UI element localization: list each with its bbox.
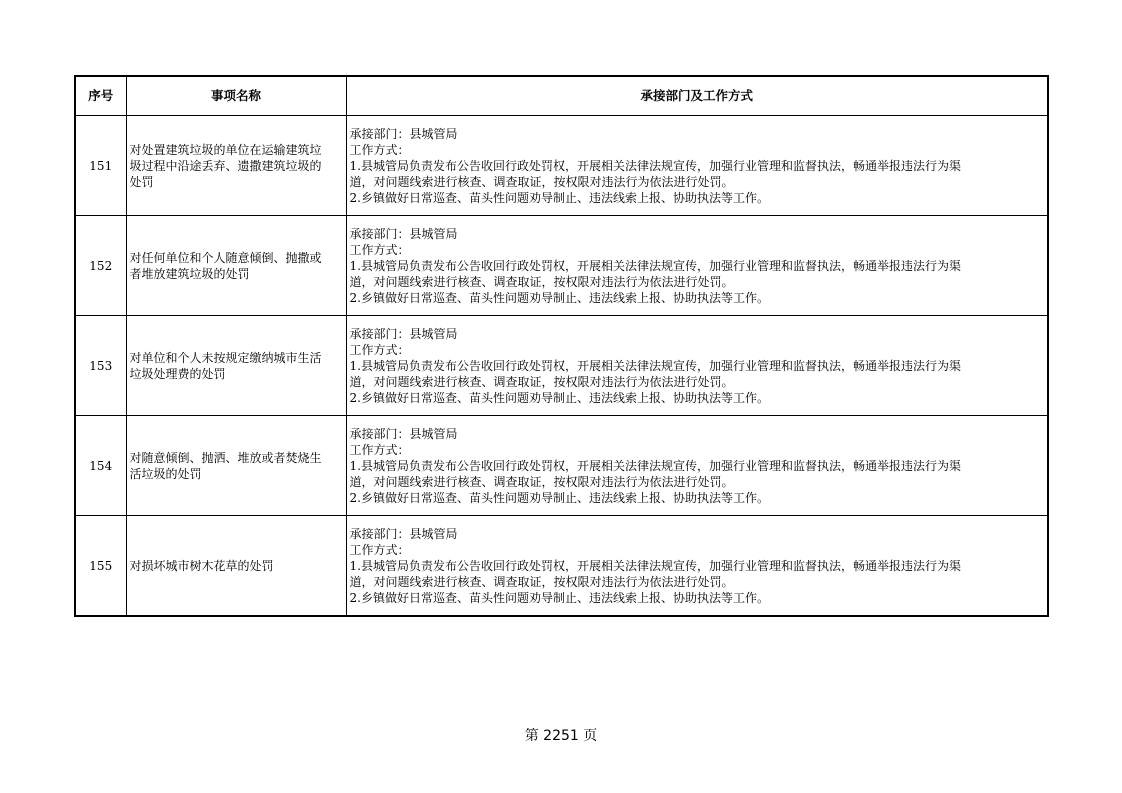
method-item-2: 2.乡镇做好日常巡查、苗头性问题劝导制止、违法线索上报、协助执法等工作。 <box>349 290 769 305</box>
method-label: 工作方式： <box>349 342 410 357</box>
row-serial-number: 155 <box>75 516 126 617</box>
table-row <box>75 416 1048 516</box>
department-line: 承接部门：县城管局 <box>349 226 458 241</box>
row-serial-number: 154 <box>75 416 126 516</box>
item-name-line: 对处置建筑垃圾的单位在运输建筑垃 <box>129 142 322 157</box>
department-line: 承接部门：县城管局 <box>349 426 458 441</box>
row-item-name <box>126 116 346 216</box>
item-name-line: 处罚 <box>129 174 154 189</box>
method-item-2: 2.乡镇做好日常巡查、苗头性问题劝导制止、违法线索上报、协助执法等工作。 <box>349 590 769 605</box>
row-serial-number: 152 <box>75 216 126 316</box>
method-item-1-continued: 道，对问题线索进行核查、调查取证，按权限对违法行为依法进行处罚。 <box>349 374 734 389</box>
item-name-line: 对单位和个人未按规定缴纳城市生活 <box>129 350 322 365</box>
item-name-line: 对随意倾倒、抛洒、堆放或者焚烧生 <box>129 450 322 465</box>
item-name-line: 者堆放建筑垃圾的处罚 <box>129 266 250 281</box>
method-item-1-continued: 道，对问题线索进行核查、调查取证，按权限对违法行为依法进行处罚。 <box>349 274 734 289</box>
method-label: 工作方式： <box>349 442 410 457</box>
item-name-line: 圾过程中沿途丢弃、遗撒建筑垃圾的 <box>129 158 322 173</box>
item-name-line: 活垃圾的处罚 <box>129 466 202 481</box>
department-line: 承接部门：县城管局 <box>349 526 458 541</box>
items-table <box>74 75 1049 617</box>
row-item-name <box>126 516 346 617</box>
method-label: 工作方式： <box>349 542 410 557</box>
row-serial-number: 151 <box>75 116 126 216</box>
item-name-line: 垃圾处理费的处罚 <box>129 366 226 381</box>
method-item-1: 1.县城管局负责发布公告收回行政处罚权，开展相关法律法规宣传，加强行业管理和监督执法，畅通举报违法行为渠 <box>349 258 961 273</box>
table-header-row <box>75 76 1048 116</box>
row-department-method <box>346 316 1048 416</box>
method-item-1-continued: 道，对问题线索进行核查、调查取证，按权限对违法行为依法进行处罚。 <box>349 174 734 189</box>
method-label: 工作方式： <box>349 242 410 257</box>
method-item-2: 2.乡镇做好日常巡查、苗头性问题劝导制止、违法线索上报、协助执法等工作。 <box>349 190 769 205</box>
row-department-method <box>346 216 1048 316</box>
header-serial-number: 序号 <box>75 76 126 116</box>
row-department-method <box>346 416 1048 516</box>
item-name-line: 对任何单位和个人随意倾倒、抛撒或 <box>129 250 322 265</box>
table-row <box>75 516 1048 617</box>
table-row <box>75 116 1048 216</box>
method-item-1: 1.县城管局负责发布公告收回行政处罚权，开展相关法律法规宣传，加强行业管理和监督执法，畅通举报违法行为渠 <box>349 358 961 373</box>
item-name-line: 对损坏城市树木花草的处罚 <box>129 558 274 573</box>
page-number: 第 2251 页 <box>524 728 598 744</box>
table-row <box>75 216 1048 316</box>
method-item-1-continued: 道，对问题线索进行核查、调查取证，按权限对违法行为依法进行处罚。 <box>349 474 734 489</box>
department-line: 承接部门：县城管局 <box>349 126 458 141</box>
method-item-2: 2.乡镇做好日常巡查、苗头性问题劝导制止、违法线索上报、协助执法等工作。 <box>349 490 769 505</box>
method-item-1-continued: 道，对问题线索进行核查、调查取证，按权限对违法行为依法进行处罚。 <box>349 574 734 589</box>
row-department-method <box>346 116 1048 216</box>
header-item-name: 事项名称 <box>126 76 346 116</box>
method-item-1: 1.县城管局负责发布公告收回行政处罚权，开展相关法律法规宣传，加强行业管理和监督执法，畅通举报违法行为渠 <box>349 158 961 173</box>
row-department-method <box>346 516 1048 617</box>
method-item-1: 1.县城管局负责发布公告收回行政处罚权，开展相关法律法规宣传，加强行业管理和监督执法，畅通举报违法行为渠 <box>349 558 961 573</box>
method-item-1: 1.县城管局负责发布公告收回行政处罚权，开展相关法律法规宣传，加强行业管理和监督执法，畅通举报违法行为渠 <box>349 458 961 473</box>
header-department-method: 承接部门及工作方式 <box>346 76 1048 116</box>
table-row <box>75 316 1048 416</box>
row-item-name <box>126 216 346 316</box>
row-item-name <box>126 316 346 416</box>
row-serial-number: 153 <box>75 316 126 416</box>
department-line: 承接部门：县城管局 <box>349 326 458 341</box>
row-item-name <box>126 416 346 516</box>
method-label: 工作方式： <box>349 142 410 157</box>
method-item-2: 2.乡镇做好日常巡查、苗头性问题劝导制止、违法线索上报、协助执法等工作。 <box>349 390 769 405</box>
